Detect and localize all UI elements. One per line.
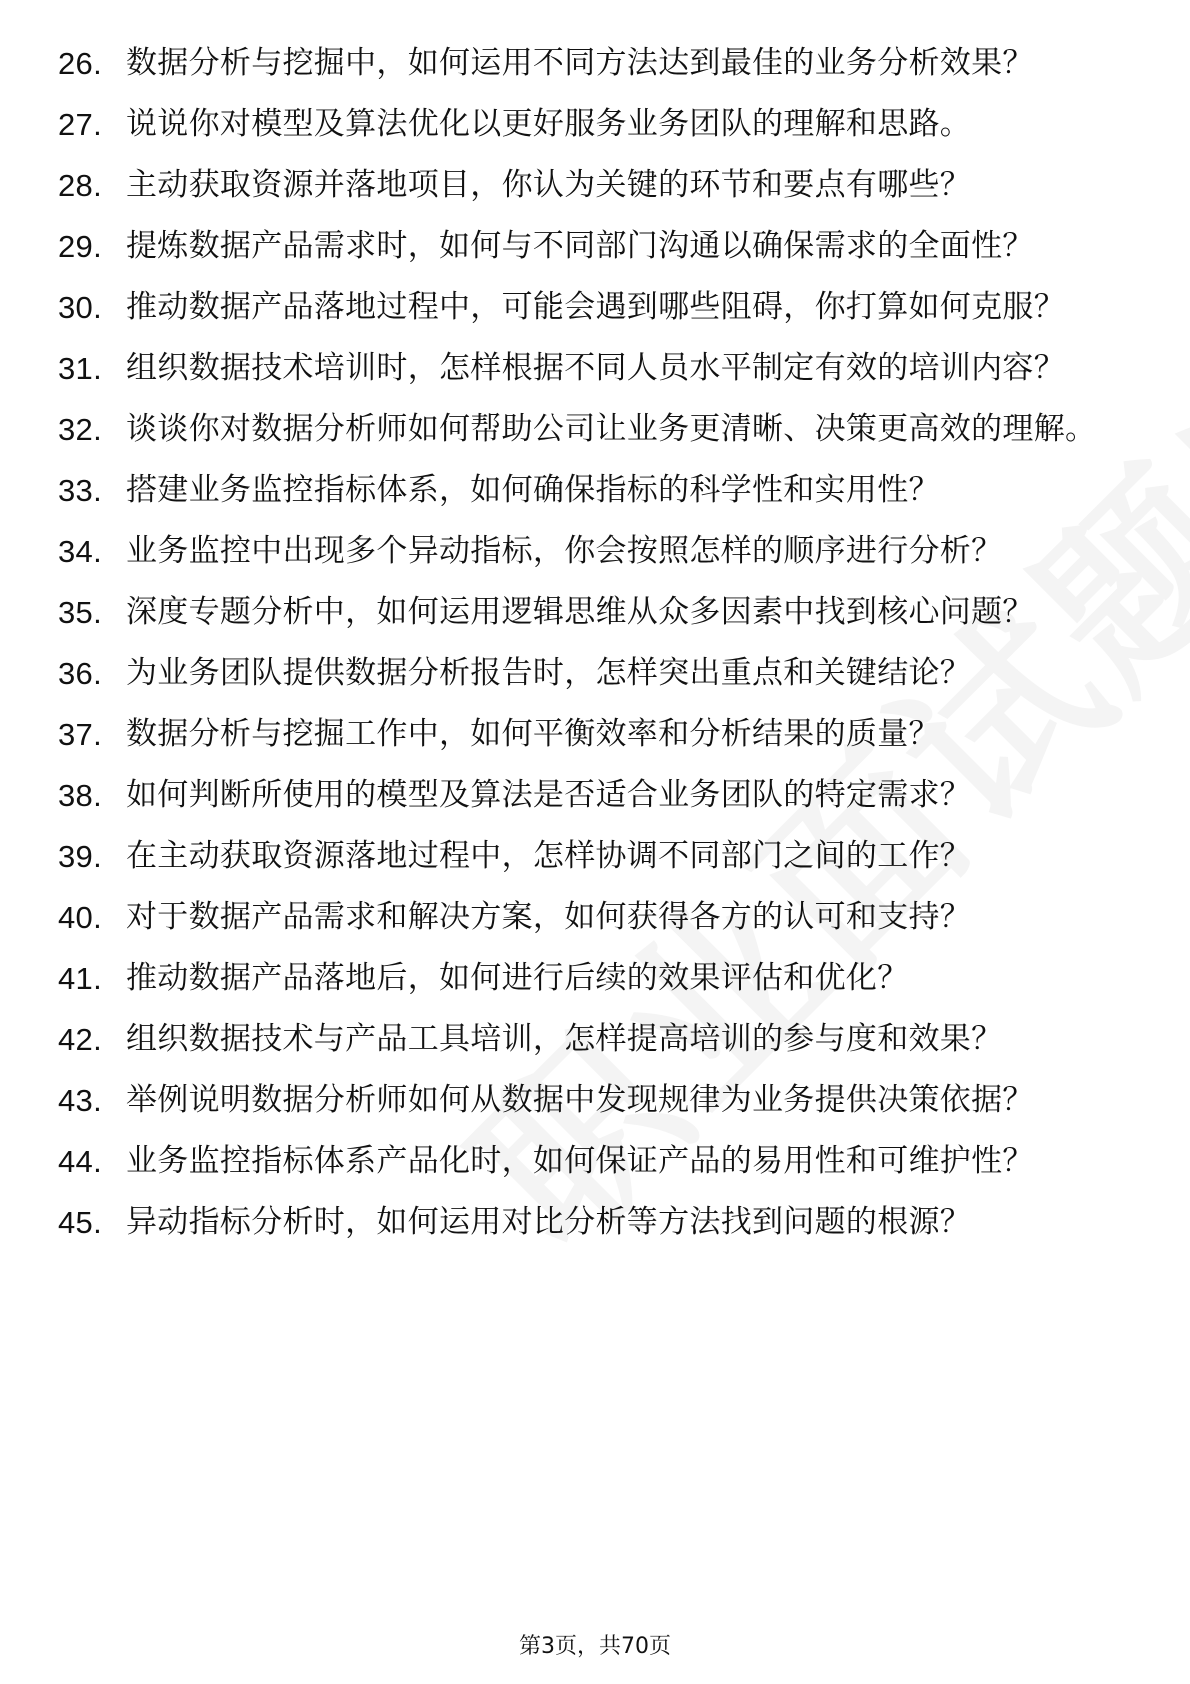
list-item	[58, 959, 1138, 998]
question-number: 38.	[58, 778, 102, 813]
list-item	[58, 1203, 1138, 1242]
list-item	[58, 837, 1138, 876]
question-text: 数据分析与挖掘工作中，如何平衡效率和分析结果的质量？	[126, 716, 940, 752]
list-item	[58, 898, 1138, 937]
question-text: 组织数据技术培训时，怎样根据不同人员水平制定有效的培训内容？	[126, 350, 1065, 386]
question-text: 提炼数据产品需求时，如何与不同部门沟通以确保需求的全面性？	[126, 228, 1034, 264]
question-number: 29.	[58, 229, 102, 264]
list-item	[58, 1020, 1138, 1059]
question-number: 45.	[58, 1205, 102, 1240]
question-number: 44.	[58, 1144, 102, 1179]
question-number: 40.	[58, 900, 102, 935]
question-text: 搭建业务监控指标体系，如何确保指标的科学性和实用性？	[126, 472, 940, 508]
question-number: 42.	[58, 1022, 102, 1057]
question-number: 37.	[58, 717, 102, 752]
question-number: 35.	[58, 595, 102, 630]
question-number: 36.	[58, 656, 102, 691]
question-number: 26.	[58, 46, 102, 81]
question-number: 27.	[58, 107, 102, 142]
question-text: 如何判断所使用的模型及算法是否适合业务团队的特定需求？	[126, 777, 972, 813]
list-item	[58, 44, 1138, 83]
question-number: 39.	[58, 839, 102, 874]
list-item	[58, 654, 1138, 693]
list-item	[58, 166, 1138, 205]
page-number-label: 第3页，共70页	[519, 1634, 671, 1659]
question-number: 41.	[58, 961, 102, 996]
question-text: 主动获取资源并落地项目，你认为关键的环节和要点有哪些？	[126, 167, 972, 203]
list-item	[58, 105, 1138, 144]
page-footer	[0, 1629, 1190, 1660]
list-item	[58, 349, 1138, 388]
question-number: 31.	[58, 351, 102, 386]
question-text: 组织数据技术与产品工具培训，怎样提高培训的参与度和效果？	[126, 1021, 1003, 1057]
question-text: 举例说明数据分析师如何从数据中发现规律为业务提供决策依据？	[126, 1082, 1034, 1118]
list-item	[58, 1142, 1138, 1181]
list-item	[58, 1081, 1138, 1120]
question-text: 数据分析与挖掘中，如何运用不同方法达到最佳的业务分析效果？	[126, 45, 1034, 81]
list-item	[58, 593, 1138, 632]
list-item	[58, 288, 1138, 327]
list-item	[58, 471, 1138, 510]
question-text: 对于数据产品需求和解决方案，如何获得各方的认可和支持？	[126, 899, 972, 935]
question-number: 32.	[58, 412, 102, 447]
question-text: 业务监控指标体系产品化时，如何保证产品的易用性和可维护性？	[126, 1143, 1034, 1179]
question-text: 异动指标分析时，如何运用对比分析等方法找到问题的根源？	[126, 1204, 972, 1240]
question-text: 说说你对模型及算法优化以更好服务业务团队的理解和思路。	[126, 106, 972, 142]
question-text: 谈谈你对数据分析师如何帮助公司让业务更清晰、决策更高效的理解。	[126, 411, 1097, 447]
question-list	[58, 44, 1138, 1264]
question-number: 34.	[58, 534, 102, 569]
question-text: 推动数据产品落地后，如何进行后续的效果评估和优化？	[126, 960, 909, 996]
question-number: 43.	[58, 1083, 102, 1118]
list-item	[58, 776, 1138, 815]
question-text: 推动数据产品落地过程中，可能会遇到哪些阻碍，你打算如何克服？	[126, 289, 1065, 325]
question-number: 30.	[58, 290, 102, 325]
question-text: 为业务团队提供数据分析报告时，怎样突出重点和关键结论？	[126, 655, 972, 691]
list-item	[58, 532, 1138, 571]
question-text: 在主动获取资源落地过程中，怎样协调不同部门之间的工作？	[126, 838, 972, 874]
question-text: 业务监控中出现多个异动指标，你会按照怎样的顺序进行分析？	[126, 533, 1003, 569]
question-number: 28.	[58, 168, 102, 203]
list-item	[58, 715, 1138, 754]
question-number: 33.	[58, 473, 102, 508]
list-item	[58, 410, 1138, 449]
list-item	[58, 227, 1138, 266]
question-text: 深度专题分析中，如何运用逻辑思维从众多因素中找到核心问题？	[126, 594, 1034, 630]
